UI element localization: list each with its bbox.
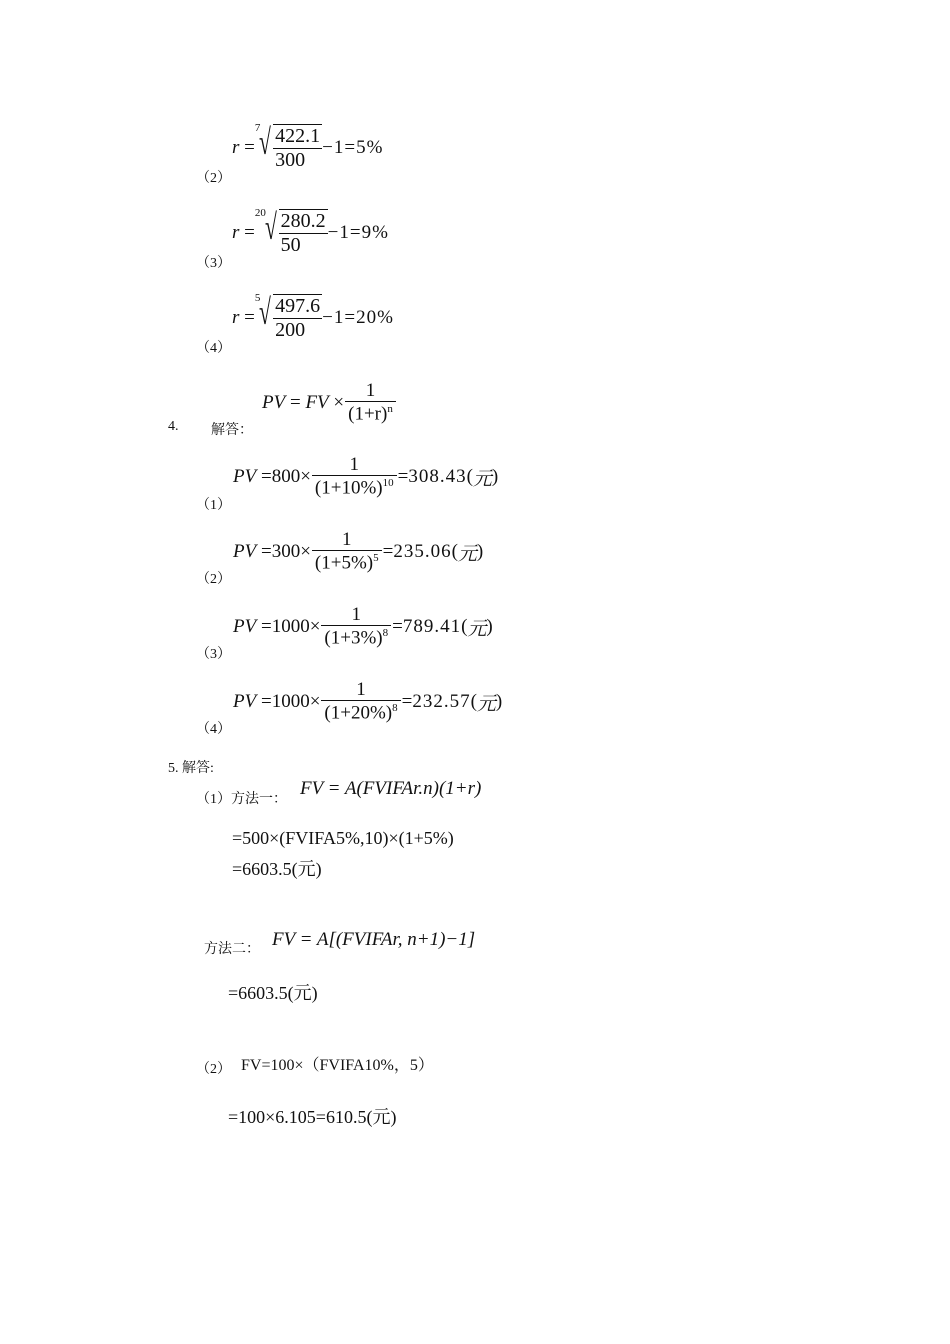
q5-part1-step2: =6603.5(元) [232, 859, 322, 879]
pv-rate: 1+5% [321, 552, 367, 574]
q4-formula-2: PV = 300 × $\frac{1}{(1+5\%)^5}$ = 235.06 ( 元 ) [233, 529, 484, 574]
root-numerator: 422.1 [275, 125, 321, 147]
root-numerator: 497.6 [275, 295, 321, 317]
q3-label-4: （4） [196, 341, 231, 356]
pv-exp: 5 [373, 551, 379, 564]
root-denominator: 300 [275, 149, 306, 171]
pv-result: 232.57 [412, 691, 471, 713]
q3-result: 5% [356, 137, 384, 158]
q3-label-2: （2） [196, 171, 231, 186]
pv-amount: 800 [271, 466, 301, 488]
root-denominator: 50 [280, 234, 301, 256]
q3-formula-4: r = 5 √ $\frac{497.6}{200}$ −1= 20% [232, 292, 394, 341]
unit-yuan: 元 [467, 618, 487, 640]
q4-number: 4. [168, 419, 179, 434]
q5-part2-formula: FV=100×（FVIFA10%，5） [241, 1057, 434, 1074]
pv-exp: 10 [382, 476, 394, 489]
q4-label-2: （2） [196, 572, 231, 587]
pv-result: 235.06 [393, 541, 452, 563]
q4-label-3: （3） [196, 647, 231, 662]
root-index: 7 [254, 122, 261, 134]
pv-amount: 300 [271, 541, 301, 563]
unit-yuan: 元 [476, 693, 496, 715]
unit-yuan: 元 [457, 543, 477, 565]
q5-method2-formula: FV = A[(FVIFAr, n+1)−1] [272, 929, 476, 950]
q4-general-formula: PV = FV × $\frac{1}{(1+r)^n}$ [262, 381, 397, 425]
root-index: 20 [254, 207, 266, 219]
root-denominator: 200 [275, 319, 306, 341]
root-index: 5 [254, 292, 261, 304]
q4-label-1: （1） [196, 498, 231, 513]
q3-formula-3: r = 20 √ $\frac{280.2}{50}$ −1= 9% [232, 207, 389, 256]
q3-result: 9% [361, 222, 389, 243]
q3-result: 20% [356, 307, 394, 328]
pv-amount: 1000 [271, 616, 310, 638]
q5-method2-label: 方法二： [204, 942, 260, 957]
q5-part1-label: （1）方法一： [196, 792, 287, 807]
pv-exp: 8 [382, 626, 389, 639]
q5-part1-formula: FV = A(FVIFAr.n)(1+r) [300, 778, 482, 799]
formula-exponent: n [387, 402, 393, 415]
q5-part2-label: （2） [196, 1062, 231, 1077]
q5-method2-step: =6603.5(元) [228, 983, 318, 1003]
q5-part1-step1: =500×(FVIFA5%,10)×(1+5%) [232, 828, 454, 848]
pv-result: 789.41 [402, 616, 462, 638]
unit-yuan: 元 [472, 468, 492, 490]
pv-result: 308.43 [408, 466, 467, 488]
pv-exp: 8 [392, 701, 398, 714]
formula-denominator: (1+r) [348, 403, 388, 425]
q5-part2-step: =100×6.105=610.5(元) [228, 1107, 397, 1127]
q5-heading: 5. 解答: [168, 761, 214, 776]
q4-label-4: （4） [196, 722, 231, 737]
pv-amount: 1000 [271, 691, 310, 713]
pv-rate: 1+10% [321, 477, 377, 499]
q3-formula-2: r = 7 √ $\frac{422.1}{300}$ −1= 5% [232, 122, 384, 171]
q4-formula-1: PV = 800 × $\frac{1}{(1+10\%)^{10}}$ = 308.43 ( 元 ) [233, 454, 499, 499]
q4-formula-3: PV = 1000 × $\frac{1}{(1+3\%)^8}$ = 789.41 ( 元 ) [233, 604, 493, 649]
q4-heading: 解答： [211, 423, 253, 438]
q3-label-3: （3） [196, 256, 231, 271]
q4-formula-4: PV = 1000 × $\frac{1}{(1+20\%)^8}$ = 232.57 ( 元 ) [233, 679, 503, 724]
root-numerator: 280.2 [280, 210, 326, 232]
pv-rate: 1+3% [330, 627, 377, 649]
pv-rate: 1+20% [330, 702, 386, 724]
